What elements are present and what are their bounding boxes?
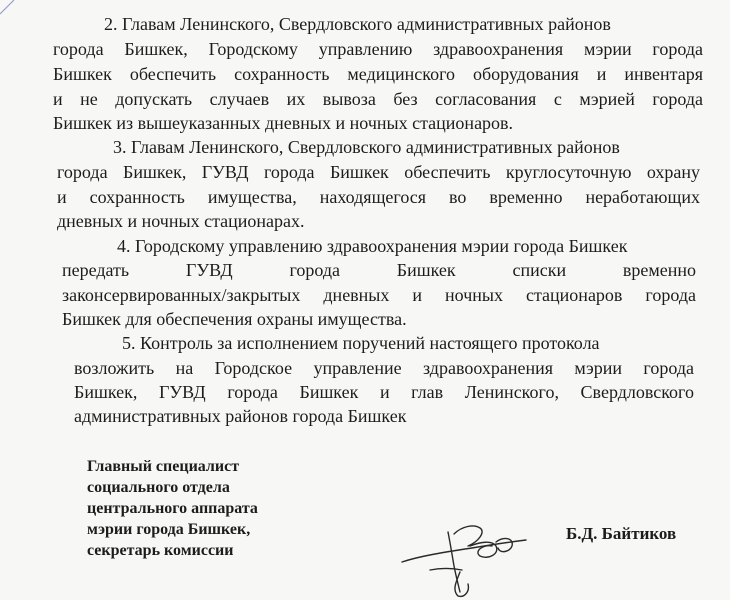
item-3-line-2: города Бишкек, ГУВД города Бишкек обеспечить круглосуточную охрану <box>57 162 700 182</box>
item-2-line-5: Бишкек из вышеуказанных дневных и ночных стационаров. <box>53 113 514 133</box>
signatory-title-line: центрального аппарата <box>87 500 258 517</box>
item-4-line-1: 4. Городскому управлению здравоохранения мэрии города Бишкек <box>117 236 628 256</box>
signatory-title <box>87 456 258 561</box>
item-4-line-2: передать ГУВД города Бишкек списки временно <box>62 260 696 280</box>
handwritten-signature <box>400 512 530 598</box>
item-5-line-3: Бишкек, ГУВД города Бишкек и глав Ленинского, Свердловского <box>74 382 694 402</box>
item-4-line-4: Бишкек для обеспечения охраны имущества. <box>62 309 407 329</box>
item-5-line-4: административных районов города Бишкек <box>74 406 407 426</box>
item-5-line-2: возложить на Городское управление здравоохранения мэрии города <box>74 358 694 378</box>
page-corner-mark <box>0 0 18 18</box>
item-2-line-2: города Бишкек, Городскому управлению здравоохранения мэрии города <box>53 39 703 59</box>
item-5-line-1: 5. Контроль за исполнением поручений настоящего протокола <box>122 333 600 353</box>
signatory-name: Б.Д. Байтиков <box>566 524 677 543</box>
signatory-title-line: мэрии города Бишкек, <box>87 521 251 538</box>
signatory-title-line: социального отдела <box>87 479 230 496</box>
signatory-title-line: секретарь комиссии <box>87 542 234 559</box>
signatory-title-line: Главный специалист <box>87 458 240 475</box>
item-2-line-3: Бишкек обеспечить сохранность медицинского оборудования и инвентаря <box>53 64 703 84</box>
item-2-line-4: и не допускать случаев их вывоза без согласования с мэрией города <box>53 89 703 109</box>
item-3-line-4: дневных и ночных стационарах. <box>57 211 305 231</box>
item-3-line-1: 3. Главам Ленинского, Свердловского административных районов <box>113 137 620 157</box>
item-3-line-3: и сохранность имущества, находящегося во временно неработающих <box>57 187 700 207</box>
item-4-line-3: законсервированных/закрытых дневных и ночных стационаров города <box>62 285 696 305</box>
item-2-line-1: 2. Главам Ленинского, Свердловского административных районов <box>104 14 611 34</box>
